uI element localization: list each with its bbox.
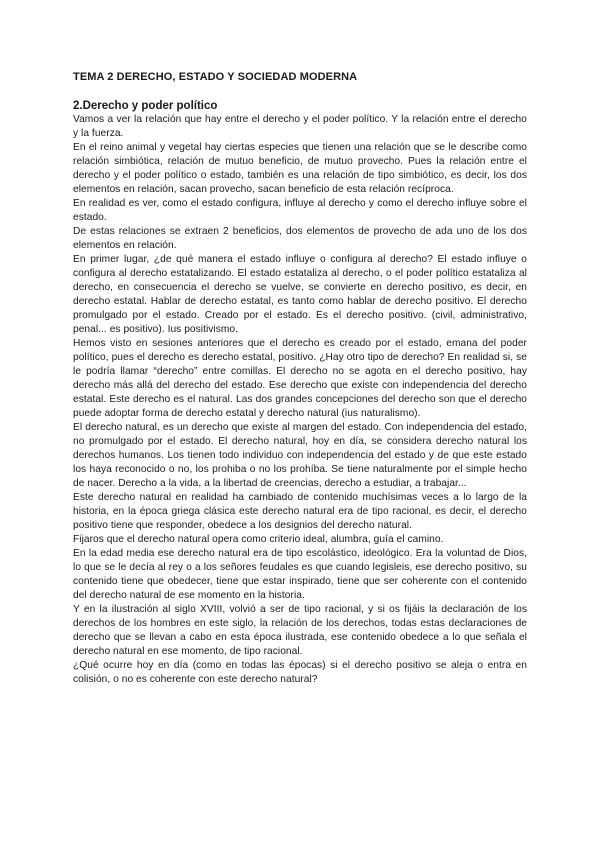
paragraph: En el reino animal y vegetal hay ciertas especies que tienen una relación que se le describe como relación simbiótica, relación de mutuo beneficio, de mutuo provecho. Pues la relación entre el derecho y el poder político o estado, también es una relación de tipo simbiótico, es decir, los dos elementos en relación, sacan provecho, sacan beneficio de esta relación recíproca. [73,142,527,195]
paragraph: En primer lugar, ¿de qué manera el estado influye o configura al derecho? El estado influye o configura al derecho estatalizando. El estado estataliza al derecho, o el poder político estataliza al derecho, en consecuencia el derecho se vuelve, se convierte en derecho positivo, es decir, en derecho estatal. Hablar de derecho estatal, es tanto como hablar de derecho positivo. El derecho promulgado por el estado. Creado por el estado. Es el derecho positivo. (civil, administrativo, penal... es positivo). Ius positivismo. [73,254,527,335]
section-title: 2.Derecho y poder político [73,100,218,112]
paragraph: ¿Qué ocurre hoy en día (como en todas las épocas) si el derecho positivo se aleja o entra en colisión, o no es coherente con este derecho natural? [73,660,527,685]
paragraph: De estas relaciones se extraen 2 beneficios, dos elementos de provecho de ada uno de los dos elementos en relación. [73,226,527,251]
document-body [73,113,527,687]
paragraph: Vamos a ver la relación que hay entre el derecho y el poder político. Y la relación entre el derecho y la fuerza. [73,114,527,139]
paragraph: Este derecho natural en realidad ha cambiado de contenido muchísimas veces a lo largo de la historia, en la época griega clásica este derecho natural era de tipo racional, es decir, el derecho positivo tiene que responder, obedece a los designios del derecho natural. [73,492,527,531]
document-title: TEMA 2 DERECHO, ESTADO Y SOCIEDAD MODERNA [73,71,358,83]
paragraph: El derecho natural, es un derecho que existe al margen del estado. Con independencia del estado, no promulgado por el estado. El derecho natural, hoy en día, se considera derecho natural los derechos humanos. Los tienen todo individuo con independencia del estado y de que este estado los haya reconocido o no, los prohiba o no los prohíba. Se tiene naturalmente por el simple hecho de nacer. Derecho a la vida, a la libertad de creencias, derecho a estudiar, a trabajar... [73,422,527,489]
paragraph: Y en la ilustración al siglo XVIII, volvió a ser de tipo racional, y si os fijáis la declaración de los derechos de los hombres en este siglo, la relación de los derechos, todas estas declaraciones de derecho que se llevan a cabo en esta época ilustrada, ese contenido obedece a lo que señala el derecho natural en ese momento, de tipo racional. [73,604,527,657]
paragraph: En realidad es ver, como el estado configura, influye al derecho y como el derecho influye sobre el estado. [73,198,527,223]
paragraph: Hemos visto en sesiones anteriores que el derecho es creado por el estado, emana del poder político, pues el derecho es derecho estatal, positivo. ¿Hay otro tipo de derecho? En realidad si, se le podría llamar “derecho” entre comillas. El derecho no se agota en el derecho positivo, hay derecho más allá del derecho del estado. Ese derecho que existe con independencia del derecho estatal. Este derecho es el natural. Las dos grandes concepciones del derecho son que el derecho puede adoptar forma de derecho estatal y derecho natural (ius naturalismo). [73,338,527,419]
paragraph: Fijaros que el derecho natural opera como criterio ideal, alumbra, guía el camino. [73,534,444,545]
paragraph: En la edad media ese derecho natural era de tipo escolástico, ideológico. Era la voluntad de Dios, lo que se le decía al rey o a los señores feudales es que cuando legisleis, ese derecho positivo, su contenido tiene que obedecer, tiene que estar inspirado, tiene que ser coherente con el contenido del derecho natural de ese momento en la historia. [73,548,527,601]
